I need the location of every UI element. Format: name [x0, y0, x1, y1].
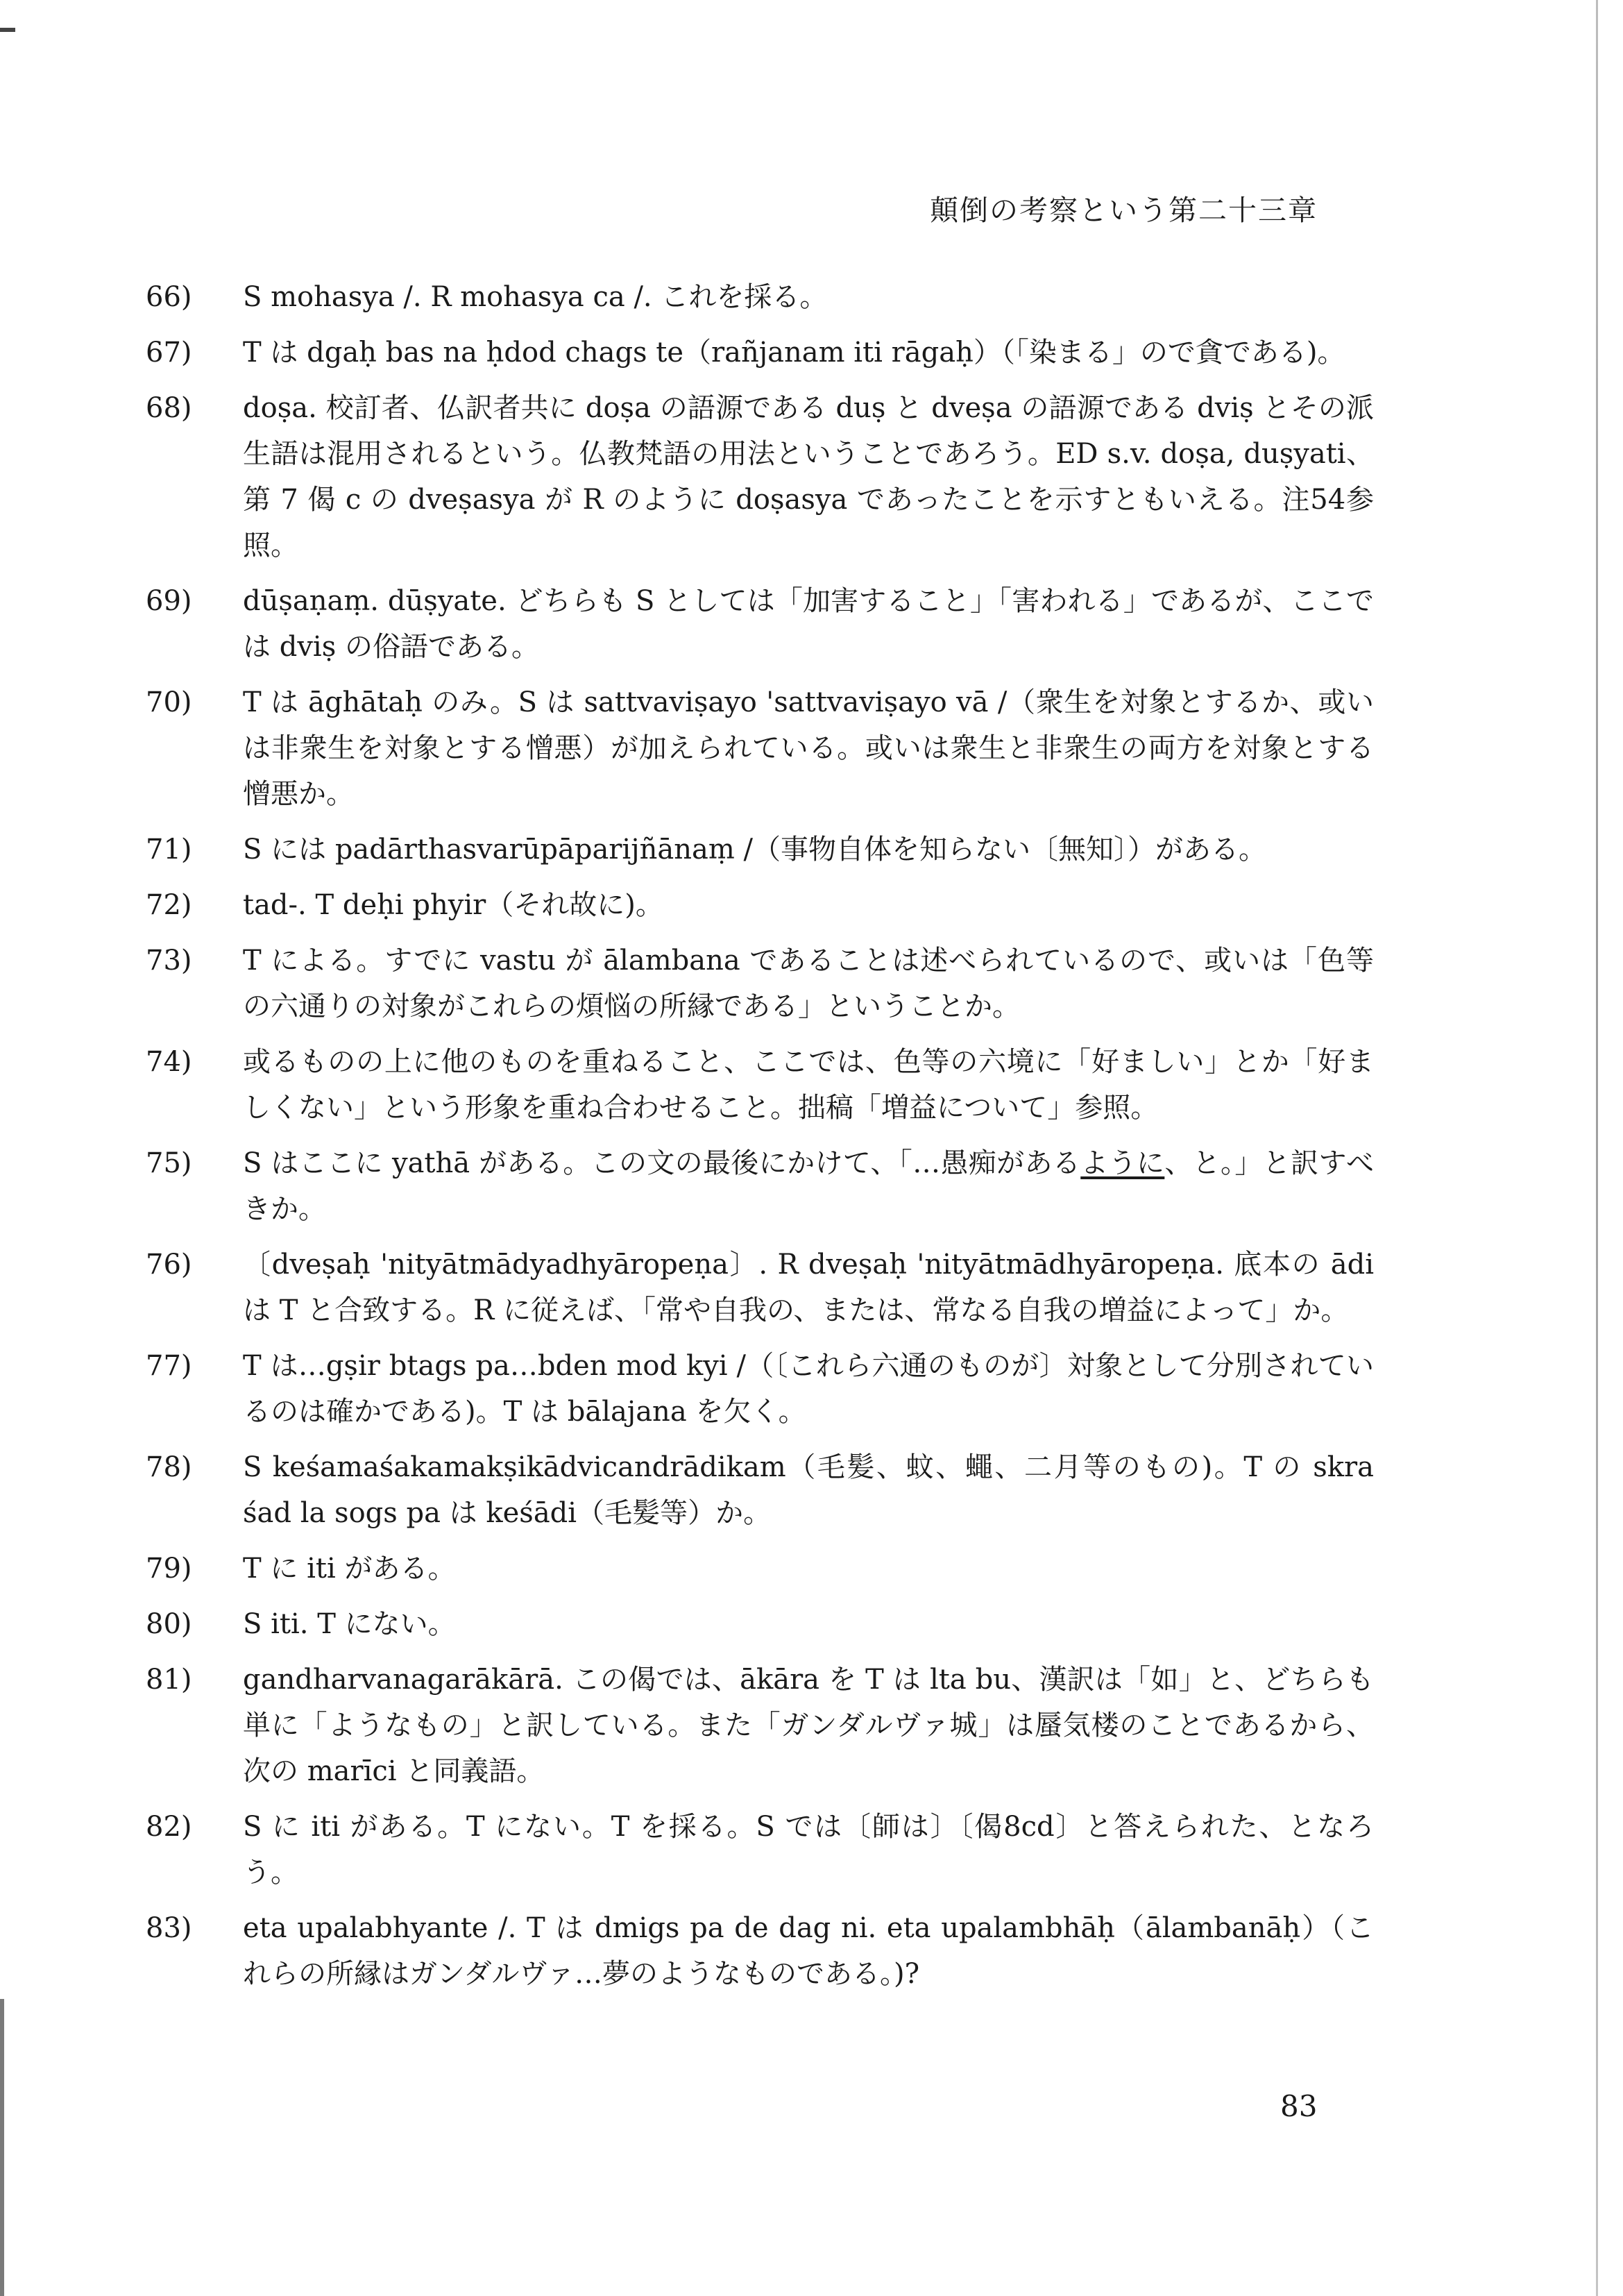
note-81 [146, 1657, 1374, 1794]
note-67 [146, 330, 1374, 375]
running-head: 顛倒の考察という第二十三章 [930, 194, 1318, 227]
note-number: 81) [146, 1664, 192, 1696]
note-82 [146, 1804, 1374, 1896]
scan-corner-mark [0, 28, 15, 32]
note-72 [146, 882, 1374, 928]
note-text-pre: S はここに yathā がある。この文の最後にかけて、「…愚痴がある [243, 1147, 1081, 1179]
note-number: 78) [146, 1451, 192, 1483]
note-text: S に iti がある。T にない。T を採る。S では〔師は〕〔偈8cd〕と答えられた、となろう。 [243, 1811, 1374, 1889]
note-text: 或るものの上に他のものを重ねること、ここでは、色等の六境に「好ましい」とか「好ましくない」という形象を重ね合わせること。拙稿「増益について」参照。 [243, 1046, 1374, 1124]
note-number: 77) [146, 1350, 192, 1382]
page-number: 83 [1280, 2089, 1318, 2123]
note-number: 72) [146, 889, 192, 921]
note-77 [146, 1343, 1374, 1435]
note-75 [146, 1140, 1375, 1232]
note-70 [146, 679, 1374, 817]
note-text: gandharvanagarākārā. この偈では、ākāra を T は lta bu、漢訳は「如」と、どちらも単に「ようなもの」と訳している。また「ガンダルヴァ城」は蜃気楼のことであるから、次の marīci と同義語。 [243, 1664, 1374, 1787]
note-number: 66) [146, 281, 192, 313]
note-text: S keśamaśakamakṣikādvicandrādikam（毛髪、蚊、蠅、二月等のもの)。T の skra śad la sogs pa は keśādi（毛髪等）か。 [243, 1451, 1374, 1529]
note-74 [146, 1039, 1374, 1131]
note-text: dūṣaṇaṃ. dūṣyate. どちらも S としては「加害すること」「害われる」であるが、ここでは dviṣ の俗語である。 [243, 585, 1374, 663]
note-text: tad-. T deḥi phyir（それ故に)。 [243, 889, 663, 921]
note-number: 71) [146, 834, 192, 866]
note-text-post: 、と。」と訳すべきか。 [243, 1147, 1375, 1225]
note-number: 83) [146, 1912, 192, 1944]
note-text: T に iti がある。 [243, 1553, 456, 1585]
endnotes-list [146, 274, 1375, 2007]
note-76 [146, 1242, 1374, 1333]
note-79 [146, 1546, 1374, 1592]
note-text: S には padārthasvarūpāparijñānaṃ /（事物自体を知らない〔無知〕）がある。 [243, 834, 1266, 866]
note-text: S iti. T にない。 [243, 1608, 456, 1640]
note-80 [146, 1601, 1374, 1647]
note-66 [146, 274, 1374, 320]
note-number: 73) [146, 945, 192, 977]
scan-edge-right [1596, 0, 1598, 2296]
note-text: doṣa. 校訂者、仏訳者共に doṣa の語源である duṣ と dveṣa の語源である dviṣ とその派生語は混用されるという。仏教梵語の用法ということであろう。ED s.v. doṣa, duṣyati、第 7 偈 c の dveṣasya が R のように doṣasya であったことを示すともいえる。注54参照。 [243, 392, 1374, 562]
note-number: 80) [146, 1608, 192, 1640]
note-number: 76) [146, 1249, 192, 1281]
note-78 [146, 1444, 1374, 1536]
note-number: 79) [146, 1553, 192, 1585]
note-number: 67) [146, 337, 192, 369]
note-73 [146, 938, 1374, 1029]
note-text: T は āghātaḥ のみ。S は sattvaviṣayo 'sattvaviṣayo vā /（衆生を対象とするか、或いは非衆生を対象とする憎悪）が加えられている。或いは衆生と非衆生の両方を対象とする憎悪か。 [243, 686, 1374, 810]
scan-edge-left [0, 1999, 4, 2296]
note-text [243, 1147, 1374, 1225]
note-69 [146, 578, 1374, 670]
note-text: 〔dveṣaḥ 'nityātmādyadhyāropeṇa〕. R dveṣaḥ 'nityātmādhyāropeṇa. 底本の ādi は T と合致する。R に従えば、「常や自我の、または、常なる自我の増益によって」か。 [243, 1249, 1374, 1326]
note-number: 74) [146, 1046, 192, 1078]
note-text: T は dgaḥ bas na ḥdod chags te（rañjanam iti rāgaḥ）（「染まる」ので貪である)。 [243, 337, 1345, 369]
note-number: 68) [146, 392, 192, 424]
note-83 [146, 1905, 1374, 1997]
note-71 [146, 827, 1374, 872]
note-number: 75) [146, 1147, 192, 1179]
note-text: eta upalabhyante /. T は dmigs pa de dag ni. eta upalambhāḥ（ālambanāḥ）（これらの所縁はガンダルヴァ…夢のようなものである。)? [243, 1912, 1374, 1990]
note-text: S mohasya /. R mohasya ca /. これを採る。 [243, 281, 828, 313]
note-text: T は…gṣir btags pa…bden mod kyi /（〔これら六通のものが〕対象として分別されているのは確かである)。T は bālajana を欠く。 [243, 1350, 1374, 1428]
note-number: 70) [146, 686, 192, 718]
note-68 [146, 385, 1374, 568]
note-number: 69) [146, 585, 192, 617]
note-number: 82) [146, 1811, 192, 1843]
underlined-phrase: ように [1080, 1147, 1165, 1179]
note-text: T による。すでに vastu が ālambana であることは述べられているので、或いは「色等の六通りの対象がこれらの煩悩の所縁である」ということか。 [243, 945, 1374, 1022]
